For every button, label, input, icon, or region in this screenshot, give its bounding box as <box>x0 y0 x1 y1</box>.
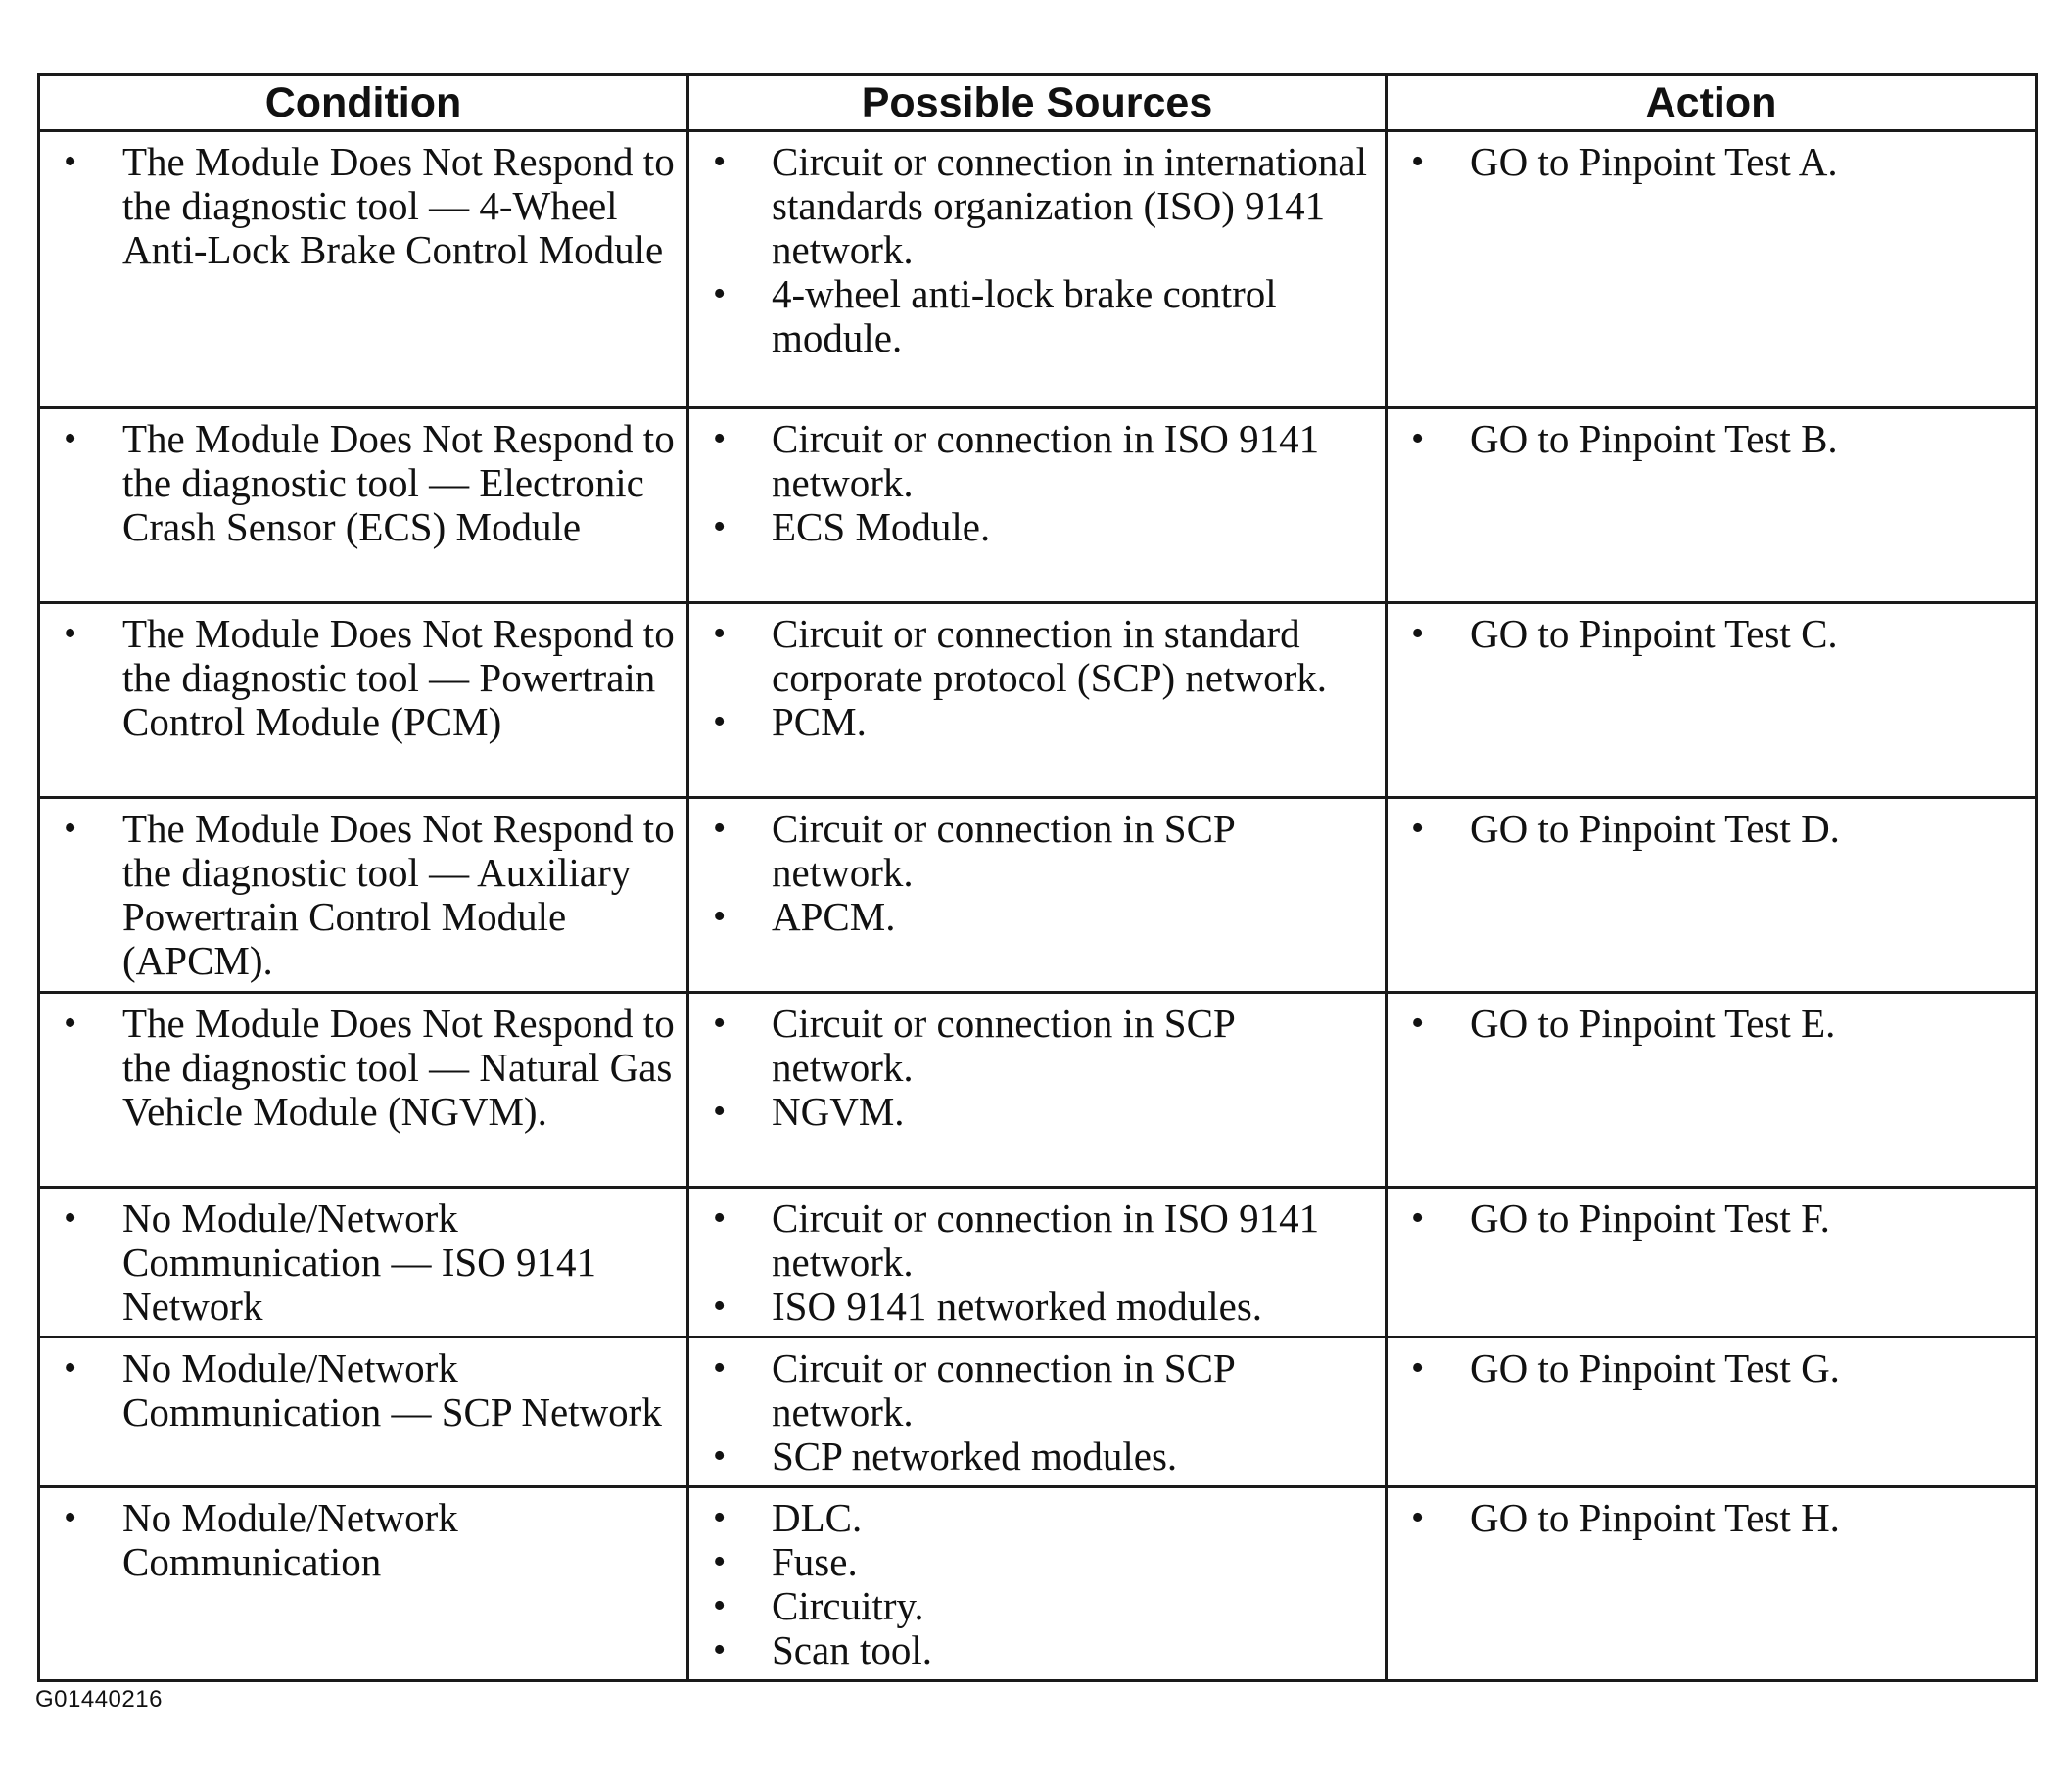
bullet-list <box>62 1496 677 1584</box>
list-item <box>62 1002 677 1134</box>
figure-id: G01440216 <box>35 1686 163 1712</box>
list-item <box>711 895 1375 939</box>
list-item <box>62 417 677 549</box>
list-item-text: Circuit or connection in SCP network. <box>772 1001 1235 1090</box>
list-item <box>62 612 677 744</box>
bullet-list <box>1409 612 2025 656</box>
list-item-text: The Module Does Not Respond to the diagnostic tool — Electronic Crash Sensor (ECS) Module <box>122 416 675 549</box>
condition-cell <box>39 131 688 408</box>
bullet-list <box>1409 1196 2025 1241</box>
list-item-text: Fuse. <box>772 1539 858 1584</box>
bullet-icon: • <box>64 141 77 182</box>
list-item-text: No Module/Network Communication <box>122 1495 458 1584</box>
bullet-icon: • <box>1411 418 1425 459</box>
list-item-text: 4-wheel anti-lock brake control module. <box>772 271 1277 360</box>
table-row <box>39 603 2037 798</box>
bullet-list <box>62 612 677 744</box>
bullet-list <box>62 140 677 272</box>
list-item-text: Scan tool. <box>772 1627 932 1672</box>
list-item <box>1409 1346 2025 1390</box>
possible-sources-cell <box>688 408 1387 603</box>
bullet-list <box>1409 807 2025 851</box>
list-item <box>62 1496 677 1584</box>
bullet-icon: • <box>713 418 727 459</box>
list-item-text: Circuit or connection in SCP network. <box>772 806 1235 895</box>
list-item-text: No Module/Network Communication — SCP Network <box>122 1345 662 1434</box>
list-item-text: GO to Pinpoint Test E. <box>1470 1001 1836 1046</box>
list-item-text: GO to Pinpoint Test G. <box>1470 1345 1840 1390</box>
bullet-icon: • <box>64 808 77 849</box>
list-item <box>62 1196 677 1329</box>
list-item-text: ISO 9141 networked modules. <box>772 1284 1263 1329</box>
list-item <box>711 417 1375 505</box>
bullet-icon: • <box>64 1497 77 1538</box>
bullet-icon: • <box>64 418 77 459</box>
bullet-icon: • <box>713 1286 727 1327</box>
action-cell <box>1387 131 2037 408</box>
bullet-list <box>711 140 1375 360</box>
list-item <box>1409 1496 2025 1540</box>
list-item-text: Circuit or connection in SCP network. <box>772 1345 1235 1434</box>
list-item <box>711 612 1375 700</box>
action-cell <box>1387 1337 2037 1487</box>
list-item-text: The Module Does Not Respond to the diagnostic tool — Powertrain Control Module (PCM) <box>122 611 675 744</box>
bullet-icon: • <box>713 1091 727 1132</box>
list-item <box>62 140 677 272</box>
bullet-icon: • <box>713 613 727 654</box>
possible-sources-cell <box>688 1188 1387 1337</box>
action-cell <box>1387 1487 2037 1681</box>
list-item <box>711 140 1375 272</box>
list-item-text: GO to Pinpoint Test C. <box>1470 611 1838 656</box>
condition-cell <box>39 1188 688 1337</box>
bullet-icon: • <box>713 1435 727 1477</box>
condition-cell <box>39 1337 688 1487</box>
list-item <box>1409 612 2025 656</box>
action-cell <box>1387 798 2037 993</box>
list-item-text: Circuit or connection in standard corporate protocol (SCP) network. <box>772 611 1328 700</box>
action-cell <box>1387 993 2037 1188</box>
list-item <box>62 1346 677 1434</box>
condition-cell <box>39 408 688 603</box>
list-item-text: DLC. <box>772 1495 863 1540</box>
header-possible-sources: Possible Sources <box>688 75 1387 131</box>
bullet-icon: • <box>713 896 727 937</box>
list-item <box>711 1496 1375 1540</box>
condition-cell <box>39 993 688 1188</box>
bullet-icon: • <box>713 1585 727 1626</box>
bullet-list <box>62 1196 677 1329</box>
table-row <box>39 131 2037 408</box>
bullet-list <box>711 1196 1375 1329</box>
symptom-chart-table <box>37 73 2038 1682</box>
bullet-icon: • <box>1411 141 1425 182</box>
bullet-icon: • <box>1411 1347 1425 1388</box>
list-item-text: SCP networked modules. <box>772 1433 1178 1478</box>
list-item <box>1409 1002 2025 1046</box>
list-item-text: NGVM. <box>772 1089 905 1134</box>
table-row <box>39 798 2037 993</box>
list-item-text: GO to Pinpoint Test D. <box>1470 806 1840 851</box>
list-item <box>1409 807 2025 851</box>
list-item <box>711 1628 1375 1672</box>
bullet-icon: • <box>713 1629 727 1670</box>
list-item <box>711 272 1375 360</box>
list-item <box>711 1002 1375 1090</box>
bullet-icon: • <box>713 808 727 849</box>
bullet-icon: • <box>1411 808 1425 849</box>
bullet-icon: • <box>713 1541 727 1582</box>
bullet-icon: • <box>713 506 727 547</box>
list-item <box>711 1090 1375 1134</box>
list-item-text: GO to Pinpoint Test A. <box>1470 139 1838 184</box>
list-item <box>62 807 677 983</box>
bullet-list <box>711 1002 1375 1134</box>
possible-sources-cell <box>688 1487 1387 1681</box>
possible-sources-cell <box>688 603 1387 798</box>
bullet-icon: • <box>64 1347 77 1388</box>
diagnostic-table-container <box>37 73 2035 1682</box>
header-action: Action <box>1387 75 2037 131</box>
bullet-icon: • <box>713 701 727 742</box>
list-item-text: APCM. <box>772 894 896 939</box>
list-item <box>711 1434 1375 1478</box>
list-item <box>1409 140 2025 184</box>
table-row <box>39 1487 2037 1681</box>
bullet-list <box>711 807 1375 939</box>
condition-cell <box>39 1487 688 1681</box>
bullet-icon: • <box>713 1197 727 1239</box>
bullet-list <box>62 1346 677 1434</box>
bullet-icon: • <box>1411 1497 1425 1538</box>
list-item-text: No Module/Network Communication — ISO 9141 Network <box>122 1196 597 1329</box>
list-item <box>711 1346 1375 1434</box>
bullet-icon: • <box>64 613 77 654</box>
action-cell <box>1387 1188 2037 1337</box>
list-item-text: GO to Pinpoint Test B. <box>1470 416 1838 461</box>
bullet-icon: • <box>713 141 727 182</box>
bullet-list <box>711 1346 1375 1478</box>
table-row <box>39 1337 2037 1487</box>
header-condition: Condition <box>39 75 688 131</box>
bullet-icon: • <box>713 1347 727 1388</box>
list-item <box>1409 1196 2025 1241</box>
list-item-text: ECS Module. <box>772 504 991 549</box>
bullet-icon: • <box>713 273 727 314</box>
action-cell <box>1387 408 2037 603</box>
bullet-icon: • <box>1411 613 1425 654</box>
list-item-text: GO to Pinpoint Test H. <box>1470 1495 1840 1540</box>
list-item-text: The Module Does Not Respond to the diagnostic tool — Natural Gas Vehicle Module (NGVM). <box>122 1001 675 1134</box>
list-item <box>711 1540 1375 1584</box>
list-item-text: PCM. <box>772 699 867 744</box>
bullet-icon: • <box>713 1497 727 1538</box>
bullet-list <box>711 612 1375 744</box>
bullet-list <box>1409 140 2025 184</box>
bullet-icon: • <box>1411 1003 1425 1044</box>
list-item-text: Circuitry. <box>772 1583 924 1628</box>
bullet-list <box>62 417 677 549</box>
list-item <box>1409 417 2025 461</box>
list-item <box>711 505 1375 549</box>
list-item <box>711 700 1375 744</box>
list-item-text: The Module Does Not Respond to the diagnostic tool — Auxiliary Powertrain Control Module (APCM). <box>122 806 675 983</box>
condition-cell <box>39 603 688 798</box>
bullet-list <box>711 1496 1375 1672</box>
possible-sources-cell <box>688 131 1387 408</box>
list-item-text: Circuit or connection in ISO 9141 network. <box>772 416 1320 505</box>
table-row <box>39 993 2037 1188</box>
list-item-text: GO to Pinpoint Test F. <box>1470 1196 1830 1241</box>
list-item <box>711 1285 1375 1329</box>
list-item-text: The Module Does Not Respond to the diagnostic tool — 4-Wheel Anti-Lock Brake Control Module <box>122 139 675 272</box>
bullet-list <box>711 417 1375 549</box>
bullet-icon: • <box>1411 1197 1425 1239</box>
bullet-list <box>1409 1496 2025 1540</box>
list-item <box>711 1196 1375 1285</box>
possible-sources-cell <box>688 993 1387 1188</box>
bullet-list <box>1409 1002 2025 1046</box>
bullet-list <box>1409 417 2025 461</box>
bullet-icon: • <box>64 1197 77 1239</box>
possible-sources-cell <box>688 1337 1387 1487</box>
bullet-list <box>62 1002 677 1134</box>
table-row <box>39 1188 2037 1337</box>
action-cell <box>1387 603 2037 798</box>
possible-sources-cell <box>688 798 1387 993</box>
list-item-text: Circuit or connection in international standards organization (ISO) 9141 network. <box>772 139 1367 272</box>
bullet-list <box>62 807 677 983</box>
list-item <box>711 1584 1375 1628</box>
table-row <box>39 408 2037 603</box>
bullet-icon: • <box>64 1003 77 1044</box>
bullet-icon: • <box>713 1003 727 1044</box>
list-item <box>711 807 1375 895</box>
bullet-list <box>1409 1346 2025 1390</box>
condition-cell <box>39 798 688 993</box>
table-header-row <box>39 75 2037 131</box>
list-item-text: Circuit or connection in ISO 9141 network. <box>772 1196 1320 1285</box>
